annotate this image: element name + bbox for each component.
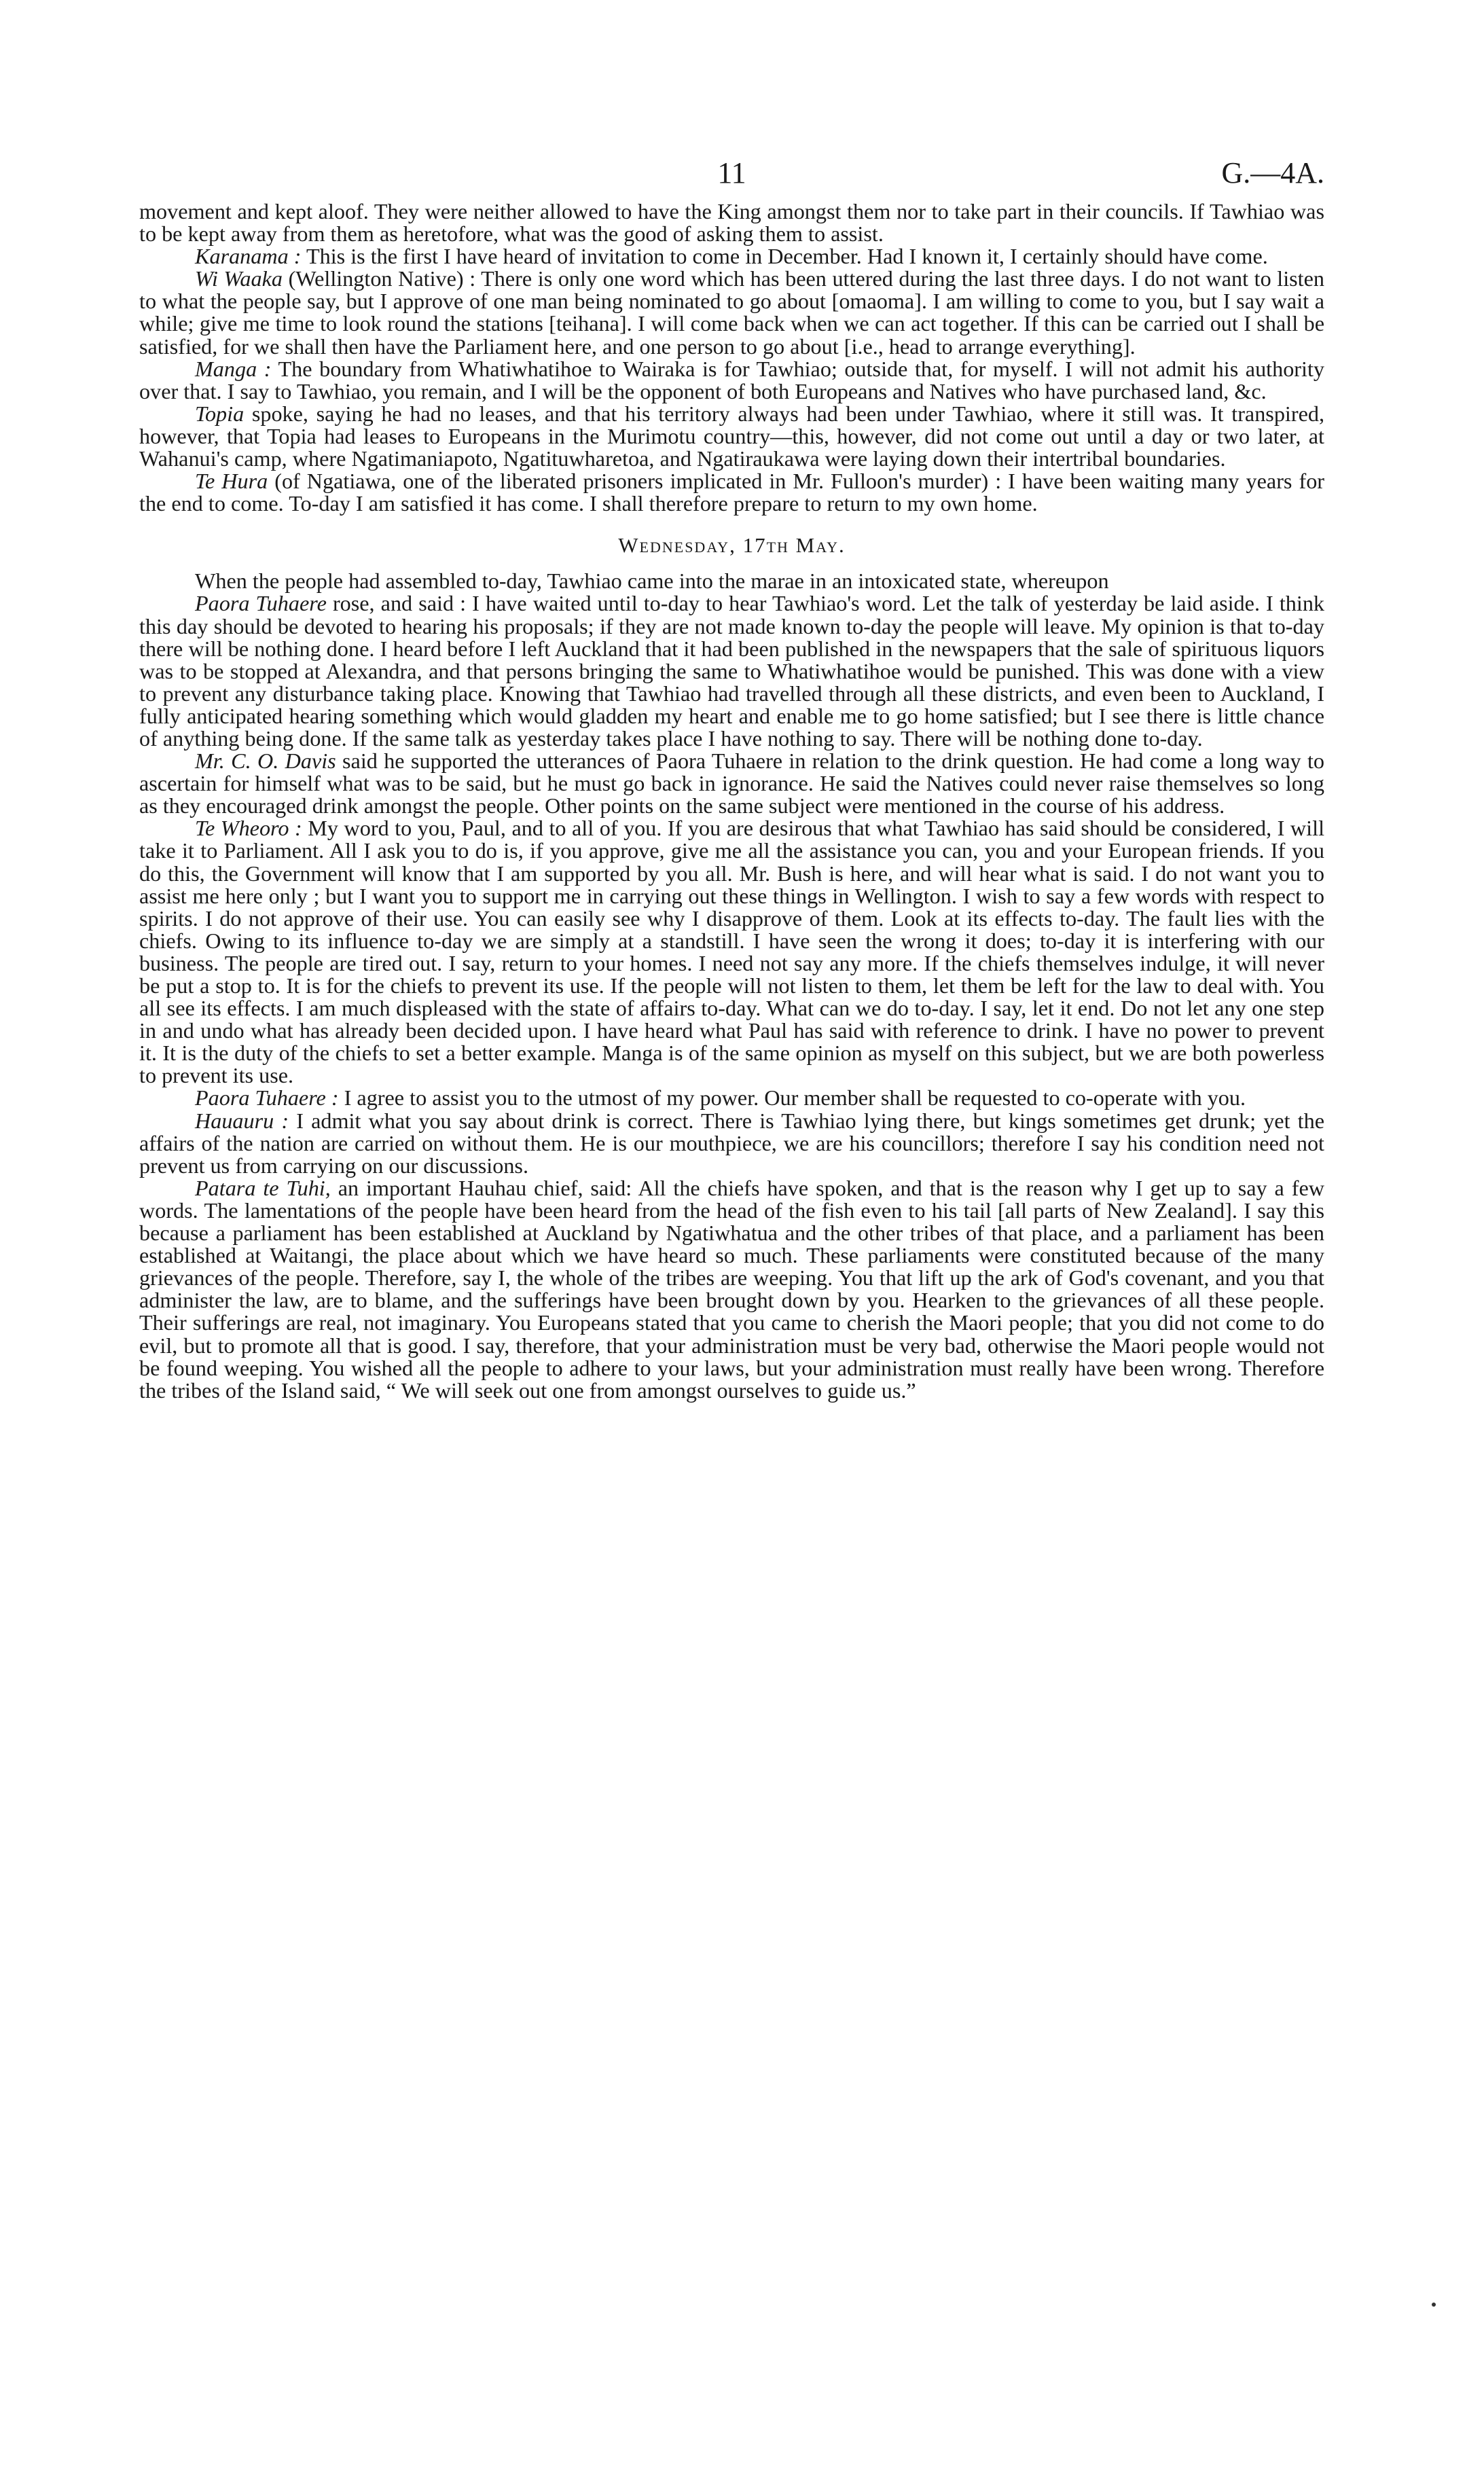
paragraph: [139, 200, 1324, 245]
paragraph-text: spoke, saying he had no leases, and that his territory always had been under Tawhiao, where it still was. It transpired, however, that Topia had leases to Europeans in the Murimotu country—this, however, did not come out until a day or two later, at Wahanui's camp, where Ngatimaniapoto, Ngatituwharetoa, and Ngatiraukawa were laying down their intertribal boundaries.: [139, 401, 1325, 471]
paragraph: [139, 403, 1324, 470]
paragraph: [139, 470, 1324, 515]
date-heading: Wednesday, 17th May.: [618, 533, 846, 558]
speaker-name: Mr. C. O. Davis: [195, 748, 336, 774]
paragraph-text: This is the first I have heard of invitation to come in December. Had I known it, I certainly should have come.: [306, 244, 1268, 269]
paragraph: [139, 1110, 1324, 1177]
paragraph: [139, 245, 1324, 268]
paragraph-text: an important Hauhau chief, said: All the chiefs have spoken, and that is the reason why I get up to say a few words. The lamentations of the people have been heard from the head of the fish even to his tail [all parts of New Zealand]. I say this because a parliament has been established at Auckland by Ngatiwhatua and the other tribes of that place, and a parliament has been established at Waitangi, the place about which we have heard so much. These parliaments were constituted because of the many grievances of the people. Therefore, say I, the whole of the tribes are weeping. You that lift up the ark of God's covenant, and you that administer the law, are to blame, and the sufferings have been brought down by you. Hearken to the grievances of all these people. Their sufferings are real, not imaginary. You Europeans stated that you came to cherish the Maori people; that you did not come to do evil, but to promote all that is good. I say, therefore, that your administration must be very bad, otherwise the Maori people would not be found weeping. You wished all the people to adhere to your laws, but your administration must really have been wrong. Therefore the tribes of the Island said, “ We will seek out one from amongst ourselves to guide us.”: [139, 1175, 1324, 1403]
speaker-name: Paora Tuhaere :: [195, 1085, 339, 1111]
paragraph-text: movement and kept aloof. They were neither allowed to have the King amongst them nor to take part in their councils. If Tawhiao was to be kept away from them as heretofore, what was the good of asking them to assist.: [139, 199, 1324, 247]
paragraph-text: I admit what you say about drink is correct. There is Tawhiao lying there, but kings sometimes get drunk; yet the affairs of the nation are carried on without them. He is our mouthpiece, we are his councillors; therefore I say his condition need not prevent us from carrying on our discussions.: [139, 1108, 1324, 1178]
paragraph-text: My word to you, Paul, and to all of you. If you are desirous that what Tawhiao has said should be considered, I will take it to Parliament. All I ask you to do is, if you approve, give me all the assistance you can, you and your European friends. If you do this, the Government will know that I am supported by you all. Mr. Bush is here, and will hear what is said. I do not want you to assist me here only ; but I want you to support me in carrying out these things in Wellington. I wish to say a few words with respect to spirits. I do not approve of their use. You can easily see why I disapprove of them. Look at its effects to-day. The fault lies with the chiefs. Owing to its influence to-day we are simply at a standstill. I have seen the wrong it does; to-day it is interfering with our business. The people are tired out. I say, return to your homes. I need not say any more. If the chiefs themselves indulge, it will never be put a stop to. It is for the chiefs to prevent its use. If the people will not listen to them, let them be left for the law to deal with. You all see its effects. I am much displeased with the state of affairs to-day. What can we do to-day. I say, let it end. Do not let any one step in and undo what has already been decided upon. I have heard what Paul has said with reference to drink. I have no power to prevent it. It is the duty of the chiefs to set a better example. Manga is of the same opinion as myself on this subject, but we are both powerless to prevent its use.: [139, 816, 1325, 1088]
speaker-name: Topia: [195, 401, 245, 426]
speaker-name: Te Wheoro :: [195, 816, 302, 841]
paragraph-text: rose, and said : I have waited until to-day to hear Tawhiao's word. Let the talk of yesterday be laid aside. I think this day should be devoted to hearing his proposals; if they are not made known to-day the people will leave. My opinion is that to-day there will be nothing done. I heard before I left Auckland that it had been published in the newspapers that the sale of spirituous liquors was to be stopped at Alexandra, and that persons bringing the same to Whatiwhatihoe would be punished. This was done with a view to prevent any disturbance taking place. Knowing that Tawhiao had travelled through all these districts, and even been to Auckland, I fully anticipated hearing something which would gladden my heart and enable me to go home satisfied; but I see there is little chance of anything being done. If the same talk as yesterday takes place I have nothing to say. There will be nothing done to-day.: [139, 591, 1325, 751]
paragraph-text: The boundary from Whatiwhatihoe to Wairaka is for Tawhiao; outside that, for myself. I will not admit his authority over that. I say to Tawhiao, you remain, and I will be the opponent of both Europeans and Natives who have purchased land, &c.: [139, 356, 1325, 403]
page-number: 11: [717, 156, 746, 190]
paragraph: [139, 268, 1324, 357]
paragraph: [139, 750, 1324, 817]
paragraph: [139, 1177, 1324, 1402]
paragraph-text: said he supported the utterances of Paora Tuhaere in relation to the drink question. He had come a long way to ascertain for himself what was to be said, but he must go back in ignorance. He said the Natives could never raise themselves so long as they encouraged drink amongst the people. Other points on the same subject were mentioned in the course of his address.: [139, 748, 1324, 818]
speaker-name: Manga :: [195, 356, 272, 381]
paragraph-text: I agree to assist you to the utmost of my power. Our member shall be requested to co-operate with you.: [344, 1085, 1246, 1111]
document-page: [139, 153, 1324, 1402]
speaker-name: Patara te Tuhi,: [195, 1175, 331, 1200]
paragraph: [139, 570, 1324, 592]
speaker-name: Paora Tuhaere: [195, 591, 327, 616]
speaker-name: Karanama :: [195, 244, 302, 269]
paragraph: [139, 358, 1324, 403]
paragraph: [139, 1087, 1324, 1109]
paragraph-text: When the people had assembled to-day, Tawhiao came into the marae in an intoxicated state, whereupon: [195, 569, 1109, 594]
paragraph-text: (of Ngatiawa, one of the liberated prisoners implicated in Mr. Fulloon's murder) : I have been waiting many years for the end to come. To-day I am satisfied it has come. I shall therefore prepare to return to my own home.: [139, 469, 1325, 516]
document-reference: G.—4A.: [1221, 156, 1324, 190]
page-header: [139, 153, 1324, 200]
speaker-name: Hauauru :: [195, 1108, 289, 1133]
paragraph-text: (Wellington Native) : There is only one word which has been uttered during the last three days. I do not want to listen to what the people say, but I approve of one man being nominated to go about [omaoma]. I am willing to come to you, but I say wait a while; give me time to look round the stations [teihana]. I will come back when we can act together. If this can be carried out I shall be satisfied, for we shall then have the Parliament here, and one person to go about [i.e., head to arrange everything].: [139, 266, 1325, 359]
ink-speck: [1432, 2303, 1436, 2307]
paragraph: [139, 592, 1324, 750]
body-text: [139, 200, 1324, 1402]
speaker-name: Te Hura: [195, 469, 268, 494]
paragraph: [139, 817, 1324, 1087]
speaker-name: Wi Waaka: [195, 266, 283, 291]
